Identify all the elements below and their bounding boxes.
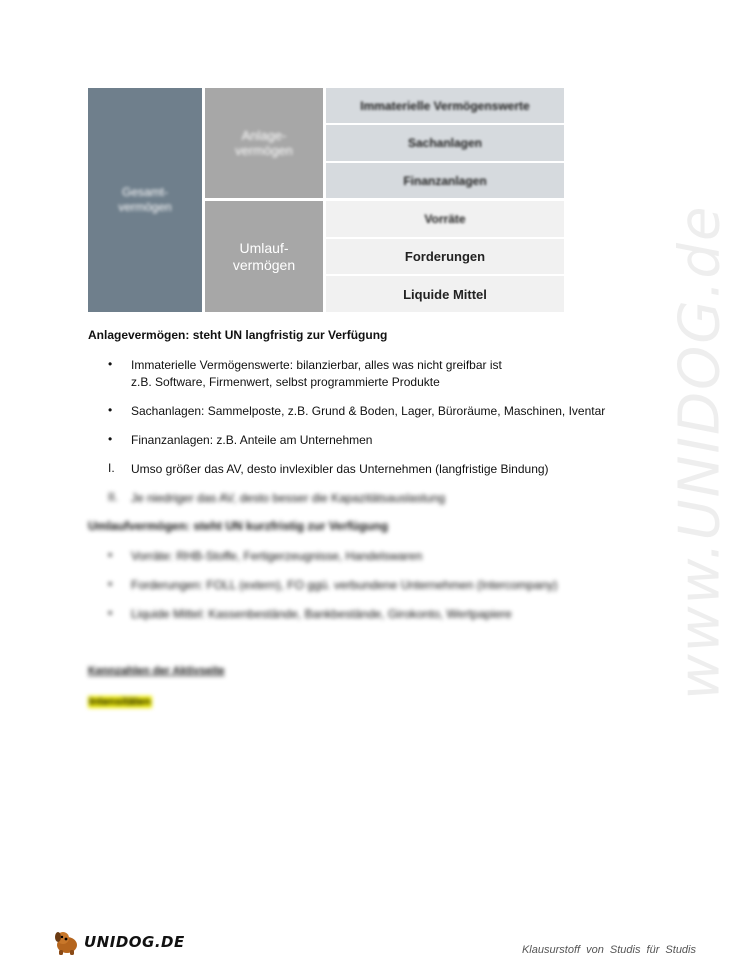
bullet-item-intangibles-line2: z.B. Software, Firmenwert, selbst programmierte Produkte <box>131 375 440 389</box>
bullet-item-financial: Finanzanlagen: z.B. Anteile am Unternehmen <box>131 433 373 447</box>
current-assets-label-line2: vermögen <box>232 256 296 273</box>
fixed-assets-label: Anlage- vermögen <box>235 128 293 158</box>
intensities-highlight: Intensitäten <box>89 696 151 708</box>
row-tangibles <box>326 125 564 161</box>
row-receivables-label: Forderungen <box>404 249 486 264</box>
bullet-3: • <box>108 432 113 446</box>
fixed-assets-block <box>205 88 323 198</box>
watermark: www.UNIDOG.de <box>667 204 733 700</box>
row-cash <box>326 276 564 312</box>
footer-tagline: Klausurstoff von Studis für Studis <box>521 944 696 956</box>
row-tangibles-label: Sachanlagen <box>407 136 483 150</box>
current-assets-heading: Umlaufvermögen: steht UN kurzfristig zur Verfügung <box>88 519 389 533</box>
numbered-item-1: Umso größer das AV, desto invlexibler das Unternehmen (langfristige Bindung) <box>131 462 549 476</box>
ratios-heading: Kennzahlen der Aktivseite <box>88 665 225 677</box>
bullet-item-cash: Liquide Mittel: Kassenbestände, Bankbestände, Girokonto, Wertpapiere <box>131 607 512 621</box>
bullet-item-tangibles: Sachanlagen: Sammelposte, z.B. Grund & Boden, Lager, Büroräume, Maschinen, Iventar <box>131 404 606 418</box>
bullet-5: • <box>108 577 113 591</box>
row-inventory <box>326 201 564 237</box>
intensities-label <box>88 694 152 708</box>
numbered-marker-1: I. <box>108 461 115 475</box>
bullet-item-receivables: Forderungen: FOLL (extern), FO ggü. verbundene Unternehmen (Intercompany) <box>131 578 558 592</box>
dog-mascot-icon <box>52 928 82 956</box>
total-assets-label: Gesamt- vermögen <box>118 185 172 214</box>
total-assets-block <box>88 88 202 312</box>
row-financial <box>326 163 564 198</box>
bullet-item-inventory: Vorräte: RHB-Stoffe, Fertigerzeugnisse, Handelswaren <box>131 549 423 563</box>
row-inventory-label: Vorräte <box>424 212 466 226</box>
row-cash-label: Liquide Mittel <box>403 286 487 302</box>
unidog-logo <box>52 928 185 956</box>
row-intangibles <box>326 88 564 123</box>
bullet-4: • <box>108 548 113 562</box>
bullet-item-intangibles-line1: Immaterielle Vermögenswerte: bilanzierbar, alles was nicht greifbar ist <box>131 358 502 372</box>
bullet-6: • <box>108 606 113 620</box>
assets-diagram <box>88 88 564 312</box>
row-receivables <box>326 239 564 274</box>
fixed-assets-heading: Anlagevermögen: steht UN langfristig zur Verfügung <box>88 328 388 342</box>
numbered-marker-2: II. <box>108 490 119 504</box>
numbered-item-2: Je niedriger das AV, desto besser die Kapazitätsauslastung <box>131 491 446 505</box>
bullet-2: • <box>108 403 113 417</box>
row-financial-label: Finanzanlagen <box>403 173 487 188</box>
row-intangibles-label: Immaterielle Vermögenswerte <box>360 98 530 113</box>
bullet-1: • <box>108 357 113 371</box>
current-assets-label-line1: Umlauf- <box>239 239 289 256</box>
current-assets-block <box>205 201 323 312</box>
logo-text: UNIDOG.DE <box>84 933 185 951</box>
bullet-item-intangibles <box>131 357 502 391</box>
